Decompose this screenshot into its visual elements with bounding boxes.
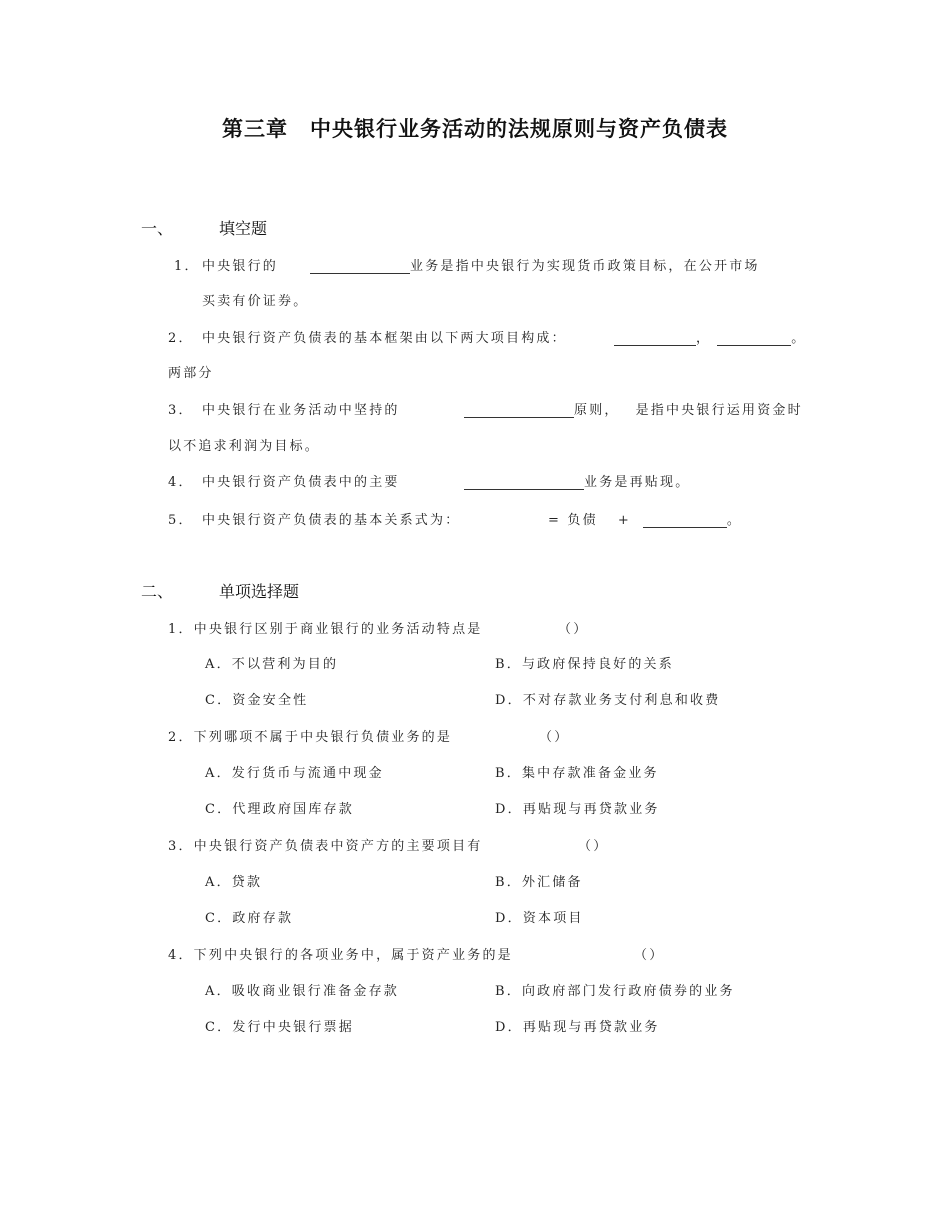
option-a[interactable]: A．不以营利为目的 — [205, 657, 339, 672]
question-text: 中央银行资产负债表的基本关系式为： — [202, 513, 461, 528]
answer-blank[interactable] — [614, 331, 696, 346]
question-number: 1． — [174, 259, 200, 274]
equation: = 负债 + 。 — [548, 513, 743, 528]
answer-blank[interactable] — [310, 259, 410, 274]
question-text: 中央银行资产负债表的基本框架由以下两大项目构成： — [202, 331, 567, 346]
answer-parentheses[interactable]: （） — [558, 622, 589, 637]
option-c[interactable]: C．政府存款 — [205, 911, 294, 926]
answer-parentheses[interactable]: （） — [634, 948, 665, 963]
option-c[interactable]: C．发行中央银行票据 — [205, 1020, 354, 1035]
option-b[interactable]: B．与政府保持良好的关系 — [495, 657, 674, 672]
option-a[interactable]: A．贷款 — [205, 875, 263, 890]
option-b[interactable]: B．集中存款准备金业务 — [495, 766, 659, 781]
option-c[interactable]: C．代理政府国库存款 — [205, 802, 354, 817]
option-d[interactable]: D．不对存款业务支付利息和收费 — [495, 693, 721, 708]
question-text: 中央银行资产负债表中的主要 — [202, 475, 400, 490]
question-text: 4．下列中央银行的各项业务中，属于资产业务的是 — [168, 948, 513, 963]
option-d[interactable]: D．资本项目 — [495, 911, 584, 926]
question-text: 2．下列哪项不属于中央银行负债业务的是 — [168, 730, 453, 745]
question-text-continued: 两部分 — [168, 366, 214, 381]
question-number: 3． — [168, 403, 194, 418]
question-number: 4． — [168, 475, 194, 490]
option-d[interactable]: D．再贴现与再贷款业务 — [495, 802, 660, 817]
option-a[interactable]: A．吸收商业银行准备金存款 — [205, 984, 399, 999]
question-text-continued: 买卖有价证券。 — [202, 294, 309, 309]
option-c[interactable]: C．资金安全性 — [205, 693, 309, 708]
answer-blank[interactable] — [717, 331, 791, 346]
question-text: ， 。 — [614, 327, 806, 346]
option-b[interactable]: B．向政府部门发行政府债券的业务 — [495, 984, 735, 999]
section-heading: 单项选择题 — [219, 582, 300, 601]
answer-blank[interactable] — [643, 513, 727, 528]
question-text: 中央银行在业务活动中坚持的 — [202, 403, 400, 418]
section-number: 二、 — [141, 582, 174, 601]
answer-blank[interactable] — [464, 403, 574, 418]
question-text: 业务是再贴现。 — [464, 471, 690, 490]
question-text: 3．中央银行资产负债表中资产方的主要项目有 — [168, 839, 483, 854]
section-heading: 填空题 — [219, 219, 268, 238]
option-b[interactable]: B．外汇储备 — [495, 875, 583, 890]
answer-parentheses[interactable]: （） — [578, 839, 609, 854]
question-text: 原则， 是指中央银行运用资金时 — [464, 399, 803, 418]
question-text-continued: 以不追求利润为目标。 — [168, 439, 321, 454]
answer-blank[interactable] — [464, 475, 584, 490]
section-number: 一、 — [141, 219, 174, 238]
question-number: 2． — [168, 331, 194, 346]
answer-parentheses[interactable]: （） — [539, 730, 570, 745]
page-title: 第三章 中央银行业务活动的法规原则与资产负债表 — [222, 117, 728, 141]
option-a[interactable]: A．发行货币与流通中现金 — [205, 766, 384, 781]
question-text: 1．中央银行区别于商业银行的业务活动特点是 — [168, 622, 483, 637]
option-d[interactable]: D．再贴现与再贷款业务 — [495, 1020, 660, 1035]
question-number: 5． — [168, 513, 194, 528]
question-text: 中央银行的 业务是指中央银行为实现货币政策目标，在公开市场 — [202, 259, 760, 274]
